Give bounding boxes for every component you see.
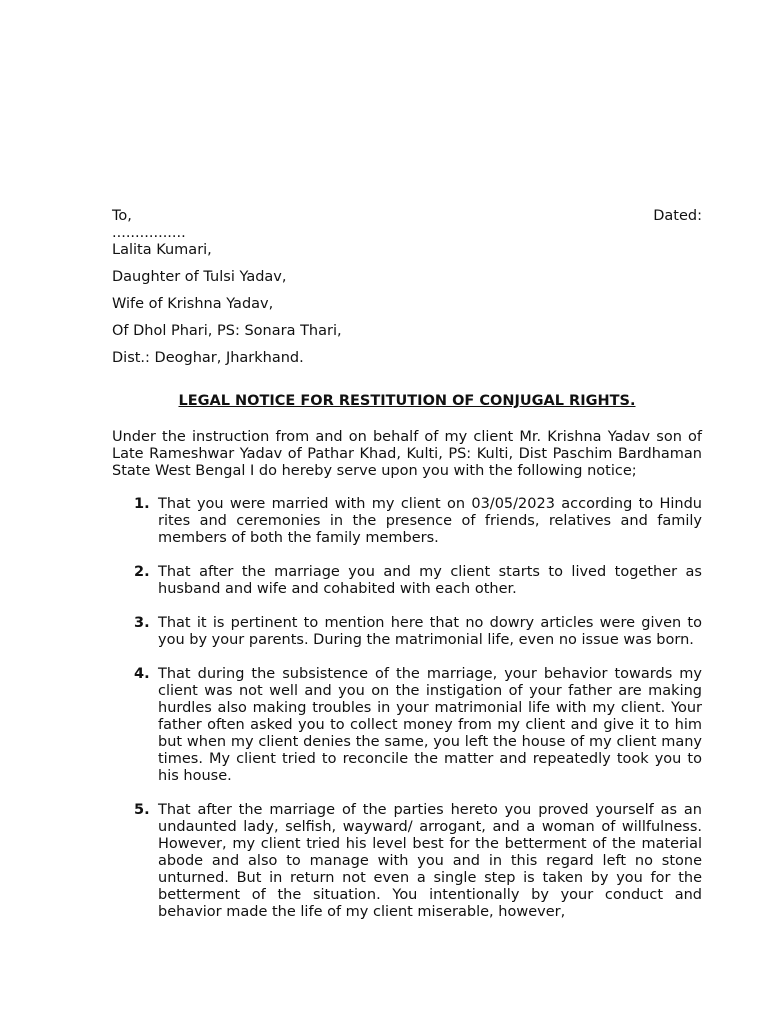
notice-intro: Under the instruction from and on behalf of my client Mr. Krishna Yadav son of Late Rameshwar Yadav of Pathar Khad, Kulti, PS: Kulti, Dist Paschim Bardhaman State West Bengal I do hereby serve upon you with the following notice; (112, 429, 702, 479)
recipient-name: Lalita Kumari, (112, 242, 212, 258)
recipient-district: Dist.: Deoghar, Jharkhand. (112, 350, 304, 366)
header-row (112, 208, 702, 225)
date-placeholder-dots: ................ (112, 225, 186, 241)
list-item (112, 564, 702, 598)
point-text: That during the subsistence of the marriage, your behavior towards my client was not well and you on the instigation of your father are making hurdles also making troubles in your matrimonial life with my client. Your father often asked you to collect money from my client and give it to him but when my client denies the same, you left the house of my client many times. My client tried to reconcile the matter and repeatedly took you to his house. (158, 666, 702, 784)
point-number: 2. (134, 564, 150, 580)
recipient-address (112, 242, 702, 367)
point-number: 5. (134, 802, 150, 818)
to-label: To, (112, 208, 132, 224)
recipient-parent: Daughter of Tulsi Yadav, (112, 269, 287, 285)
list-item (112, 615, 702, 649)
recipient-spouse: Wife of Krishna Yadav, (112, 296, 274, 312)
notice-points (112, 496, 702, 921)
point-number: 3. (134, 615, 150, 631)
point-text: That you were married with my client on 03/05/2023 according to Hindu rites and ceremonies in the presence of friends, relatives and family members of both the family members. (158, 496, 702, 546)
dated-label: Dated: (653, 208, 702, 224)
point-text: That after the marriage you and my client starts to lived together as husband and wife and cohabited with each other. (158, 564, 702, 597)
point-number: 4. (134, 666, 150, 682)
list-item (112, 666, 702, 785)
legal-notice-page (112, 208, 702, 938)
list-item (112, 802, 702, 921)
point-text: That after the marriage of the parties hereto you proved yourself as an undaunted lady, selfish, wayward/ arrogant, and a woman of willfulness. However, my client tried his level best for the betterment of the material abode and also to manage with you and in this regard left no stone unturned. But in return not even a single step is taken by you for the betterment of the situation. You intentionally by your conduct and behavior made the life of my client miserable, however, (158, 802, 702, 920)
point-text: That it is pertinent to mention here that no dowry articles were given to you by your parents. During the matrimonial life, even no issue was born. (158, 615, 702, 648)
recipient-locality: Of Dhol Phari, PS: Sonara Thari, (112, 323, 342, 339)
list-item (112, 496, 702, 547)
point-number: 1. (134, 496, 150, 512)
notice-title: LEGAL NOTICE FOR RESTITUTION OF CONJUGAL RIGHTS. (178, 393, 636, 409)
